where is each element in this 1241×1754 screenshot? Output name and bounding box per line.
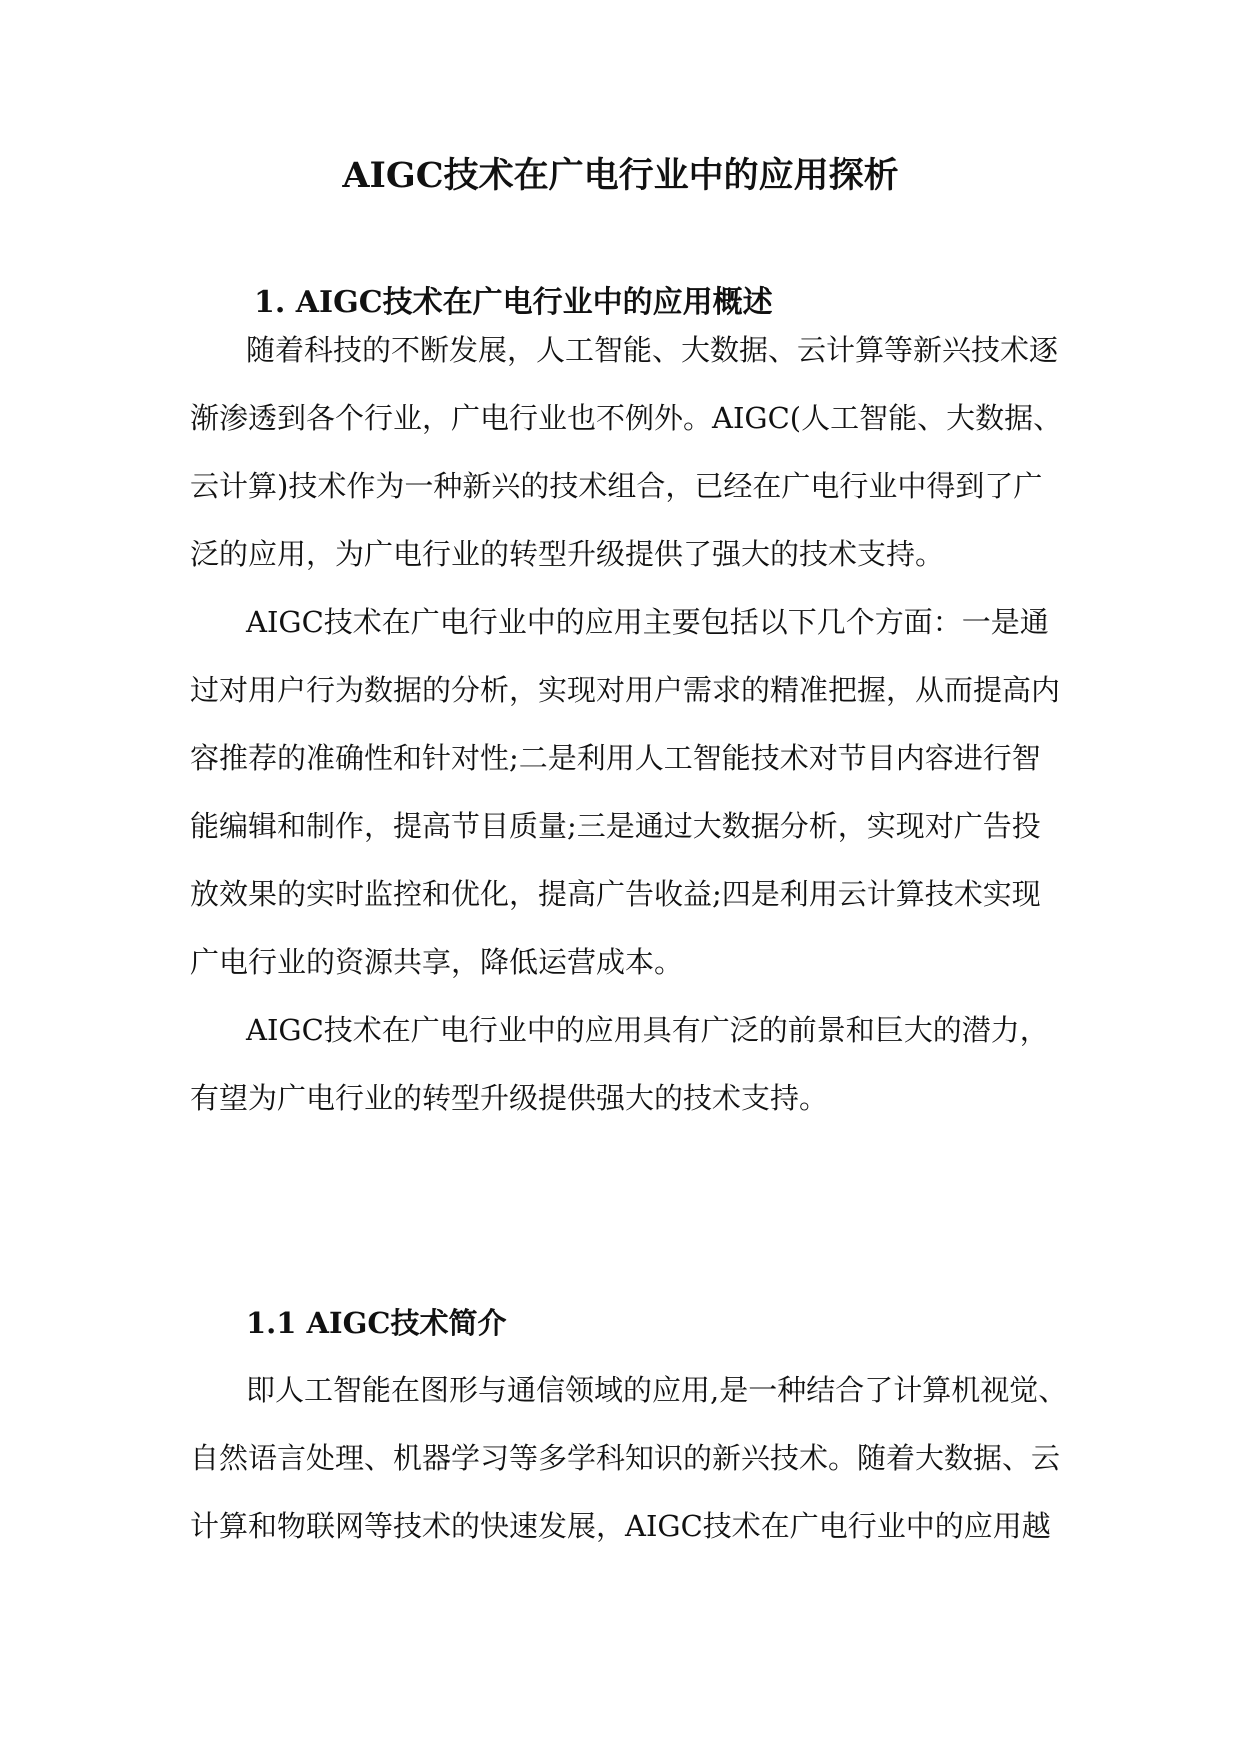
paragraph-line: 广电行业的资源共享，降低运营成本。 — [190, 945, 684, 979]
paragraph-line: 渐渗透到各个行业，广电行业也不例外。AIGC(人工智能、大数据、 — [190, 401, 1063, 435]
paragraph-line: 有望为广电行业的转型升级提供强大的技术支持。 — [190, 1081, 829, 1115]
document-title: AIGC技术在广电行业中的应用探析 — [342, 155, 899, 196]
paragraph-line: 随着科技的不断发展，人工智能、大数据、云计算等新兴技术逐 — [246, 333, 1059, 367]
paragraph-line: 能编辑和制作，提高节目质量;三是通过大数据分析，实现对广告投 — [190, 809, 1041, 843]
paragraph-line: 泛的应用，为广电行业的转型升级提供了强大的技术支持。 — [190, 537, 945, 571]
section-1-heading: 1. AIGC技术在广电行业中的应用概述 — [254, 285, 773, 320]
paragraph-line: 容推荐的准确性和针对性;二是利用人工智能技术对节目内容进行智 — [190, 741, 1041, 775]
paragraph-line: 云计算)技术作为一种新兴的技术组合，已经在广电行业中得到了广 — [190, 469, 1043, 503]
paragraph-line: 放效果的实时监控和优化，提高广告收益;四是利用云计算技术实现 — [190, 877, 1041, 911]
paragraph-line: 计算和物联网等技术的快速发展，AIGC技术在广电行业中的应用越 — [190, 1509, 1051, 1543]
paragraph-line: AIGC技术在广电行业中的应用主要包括以下几个方面：一是通 — [246, 605, 1049, 639]
paragraph-line: 自然语言处理、机器学习等多学科知识的新兴技术。随着大数据、云 — [190, 1441, 1061, 1475]
paragraph-line: 即人工智能在图形与通信领域的应用,是一种结合了计算机视觉、 — [246, 1373, 1068, 1407]
paragraph-line: AIGC技术在广电行业中的应用具有广泛的前景和巨大的潜力， — [246, 1013, 1049, 1047]
section-1-1-heading: 1.1 AIGC技术简介 — [246, 1306, 507, 1340]
paragraph-line: 过对用户行为数据的分析，实现对用户需求的精准把握，从而提高内 — [190, 673, 1061, 707]
